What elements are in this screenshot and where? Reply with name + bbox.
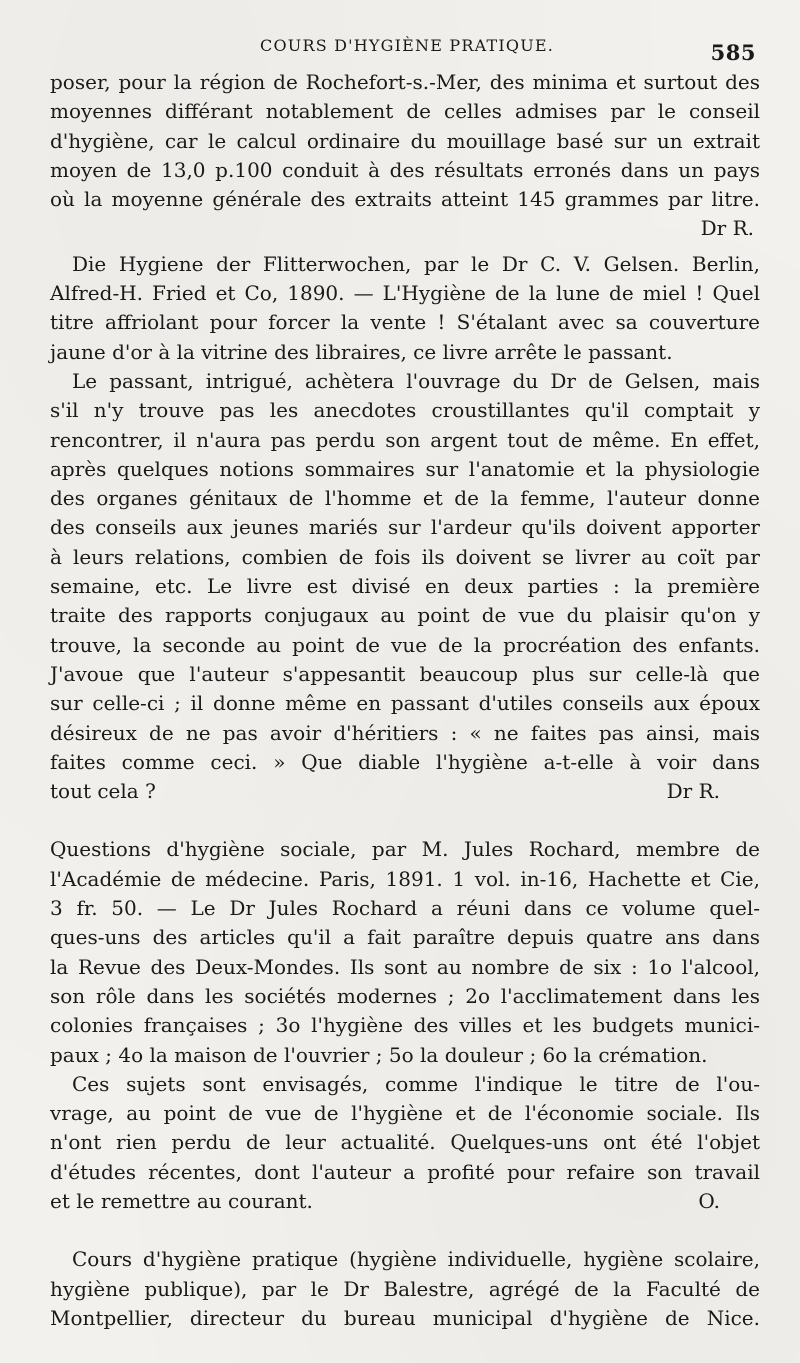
running-header xyxy=(50,28,760,68)
text-line: où la moyenne générale des extraits atteint 145 grammes par litre. xyxy=(50,187,760,212)
text-line: Cours d'hygiène pratique (hygiène individuelle, hygiène scolaire, xyxy=(72,1247,760,1272)
text-line: ques-uns des articles qu'il a fait paraître depuis quatre ans dans xyxy=(50,925,760,950)
text-line: trouve, la seconde au point de vue de la procréation des enfants. xyxy=(50,632,760,657)
review-questions-hygiene-sociale xyxy=(50,835,760,1069)
text-line: s'il n'y trouve pas les anecdotes croustillantes qu'il comptait y xyxy=(50,398,760,423)
text-line: rencontrer, il n'aura pas perdu son argent tout de même. En effet, xyxy=(50,427,760,452)
text-line: son rôle dans les sociétés modernes ; 2o l'acclimatement dans les xyxy=(50,983,760,1008)
text-line: semaine, etc. Le livre est divisé en deux parties : la première xyxy=(50,574,760,599)
text-line: J'avoue que l'auteur s'appesantit beaucoup plus sur celle-là que xyxy=(50,661,760,686)
text-line: l'Académie de médecine. Paris, 1891. 1 vol. in-16, Hachette et Cie, xyxy=(50,866,760,891)
text-line: la Revue des Deux-Mondes. Ils sont au nombre de six : 1o l'alcool, xyxy=(50,954,760,979)
text-line: Questions d'hygiène sociale, par M. Jules Rochard, membre de xyxy=(50,837,760,862)
text-line: des conseils aux jeunes mariés sur l'ardeur qu'ils doivent apporter xyxy=(50,515,760,540)
text-line: jaune d'or à la vitrine des libraires, ce livre arrête le passant. xyxy=(50,339,673,364)
text-line: poser, pour la région de Rochefort-s.-Mer, des minima et surtout des xyxy=(50,70,760,94)
review-cours-hygiene-pratique xyxy=(50,1245,760,1333)
paragraph-continuation xyxy=(50,68,760,244)
text-line: Montpellier, directeur du bureau municipal d'hygiène de Nice. xyxy=(50,1305,760,1330)
text-line: sur celle-ci ; il donne même en passant d'utiles conseils aux époux xyxy=(50,691,760,716)
text-line: titre affriolant pour forcer la vente ! S'étalant avec sa couverture xyxy=(50,310,760,335)
text-line: moyennes différant notablement de celles admises par le conseil xyxy=(50,99,760,124)
text-line: Alfred-H. Fried et Co, 1890. — L'Hygiène de la lune de miel ! Quel xyxy=(50,281,760,306)
text-line: moyen de 13,0 p.100 conduit à des résultats erronés dans un pays xyxy=(50,157,760,182)
text-line: faites comme ceci. » Que diable l'hygiène a-t-elle à voir dans xyxy=(50,749,760,774)
review-flitterwochen-body xyxy=(50,367,760,806)
signature: Dr R. xyxy=(666,779,720,804)
text-line: d'hygiène, car le calcul ordinaire du mouillage basé sur un extrait xyxy=(50,128,760,153)
text-line: après quelques notions sommaires sur l'anatomie et la physiologie xyxy=(50,456,760,481)
text-line: 3 fr. 50. — Le Dr Jules Rochard a réuni dans ce volume quel- xyxy=(50,896,760,921)
text-line: d'études récentes, dont l'auteur a profité pour refaire son travail xyxy=(50,1159,760,1184)
text-line: vrage, au point de vue de l'hygiène et de l'économie sociale. Ils xyxy=(50,1101,760,1126)
text-line: à leurs relations, combien de fois ils doivent se livrer au coït par xyxy=(50,544,760,569)
page-number: 585 xyxy=(710,40,756,65)
text-line: Ces sujets sont envisagés, comme l'indique le titre de l'ou- xyxy=(72,1071,760,1096)
signature: O. xyxy=(698,1188,720,1213)
text-line: paux ; 4o la maison de l'ouvrier ; 5o la douleur ; 6o la crémation. xyxy=(50,1042,708,1067)
running-title: COURS D'HYGIÈNE PRATIQUE. xyxy=(260,36,555,55)
signature: Dr R. xyxy=(700,216,754,241)
review-questions-body xyxy=(50,1070,760,1216)
text-line: traite des rapports conjugaux au point de vue du plaisir qu'on y xyxy=(50,603,760,628)
text-line: et le remettre au courant. xyxy=(50,1188,313,1213)
text-line: des organes génitaux de l'homme et de la femme, l'auteur donne xyxy=(50,486,760,511)
text-line: colonies françaises ; 3o l'hygiène des villes et les budgets munici- xyxy=(50,1013,760,1038)
page-body xyxy=(50,68,760,1333)
text-line: Le passant, intrigué, achètera l'ouvrage du Dr de Gelsen, mais xyxy=(72,368,760,393)
text-line: n'ont rien perdu de leur actualité. Quelques-uns ont été l'objet xyxy=(50,1130,760,1155)
review-flitterwochen xyxy=(50,250,760,367)
text-line: tout cela ? xyxy=(50,779,156,804)
text-line: Die Hygiene der Flitterwochen, par le Dr C. V. Gelsen. Berlin, xyxy=(72,251,760,276)
text-line: désireux de ne pas avoir d'héritiers : « ne faites pas ainsi, mais xyxy=(50,720,760,745)
text-line: hygiène publique), par le Dr Balestre, agrégé de la Faculté de xyxy=(50,1276,760,1301)
